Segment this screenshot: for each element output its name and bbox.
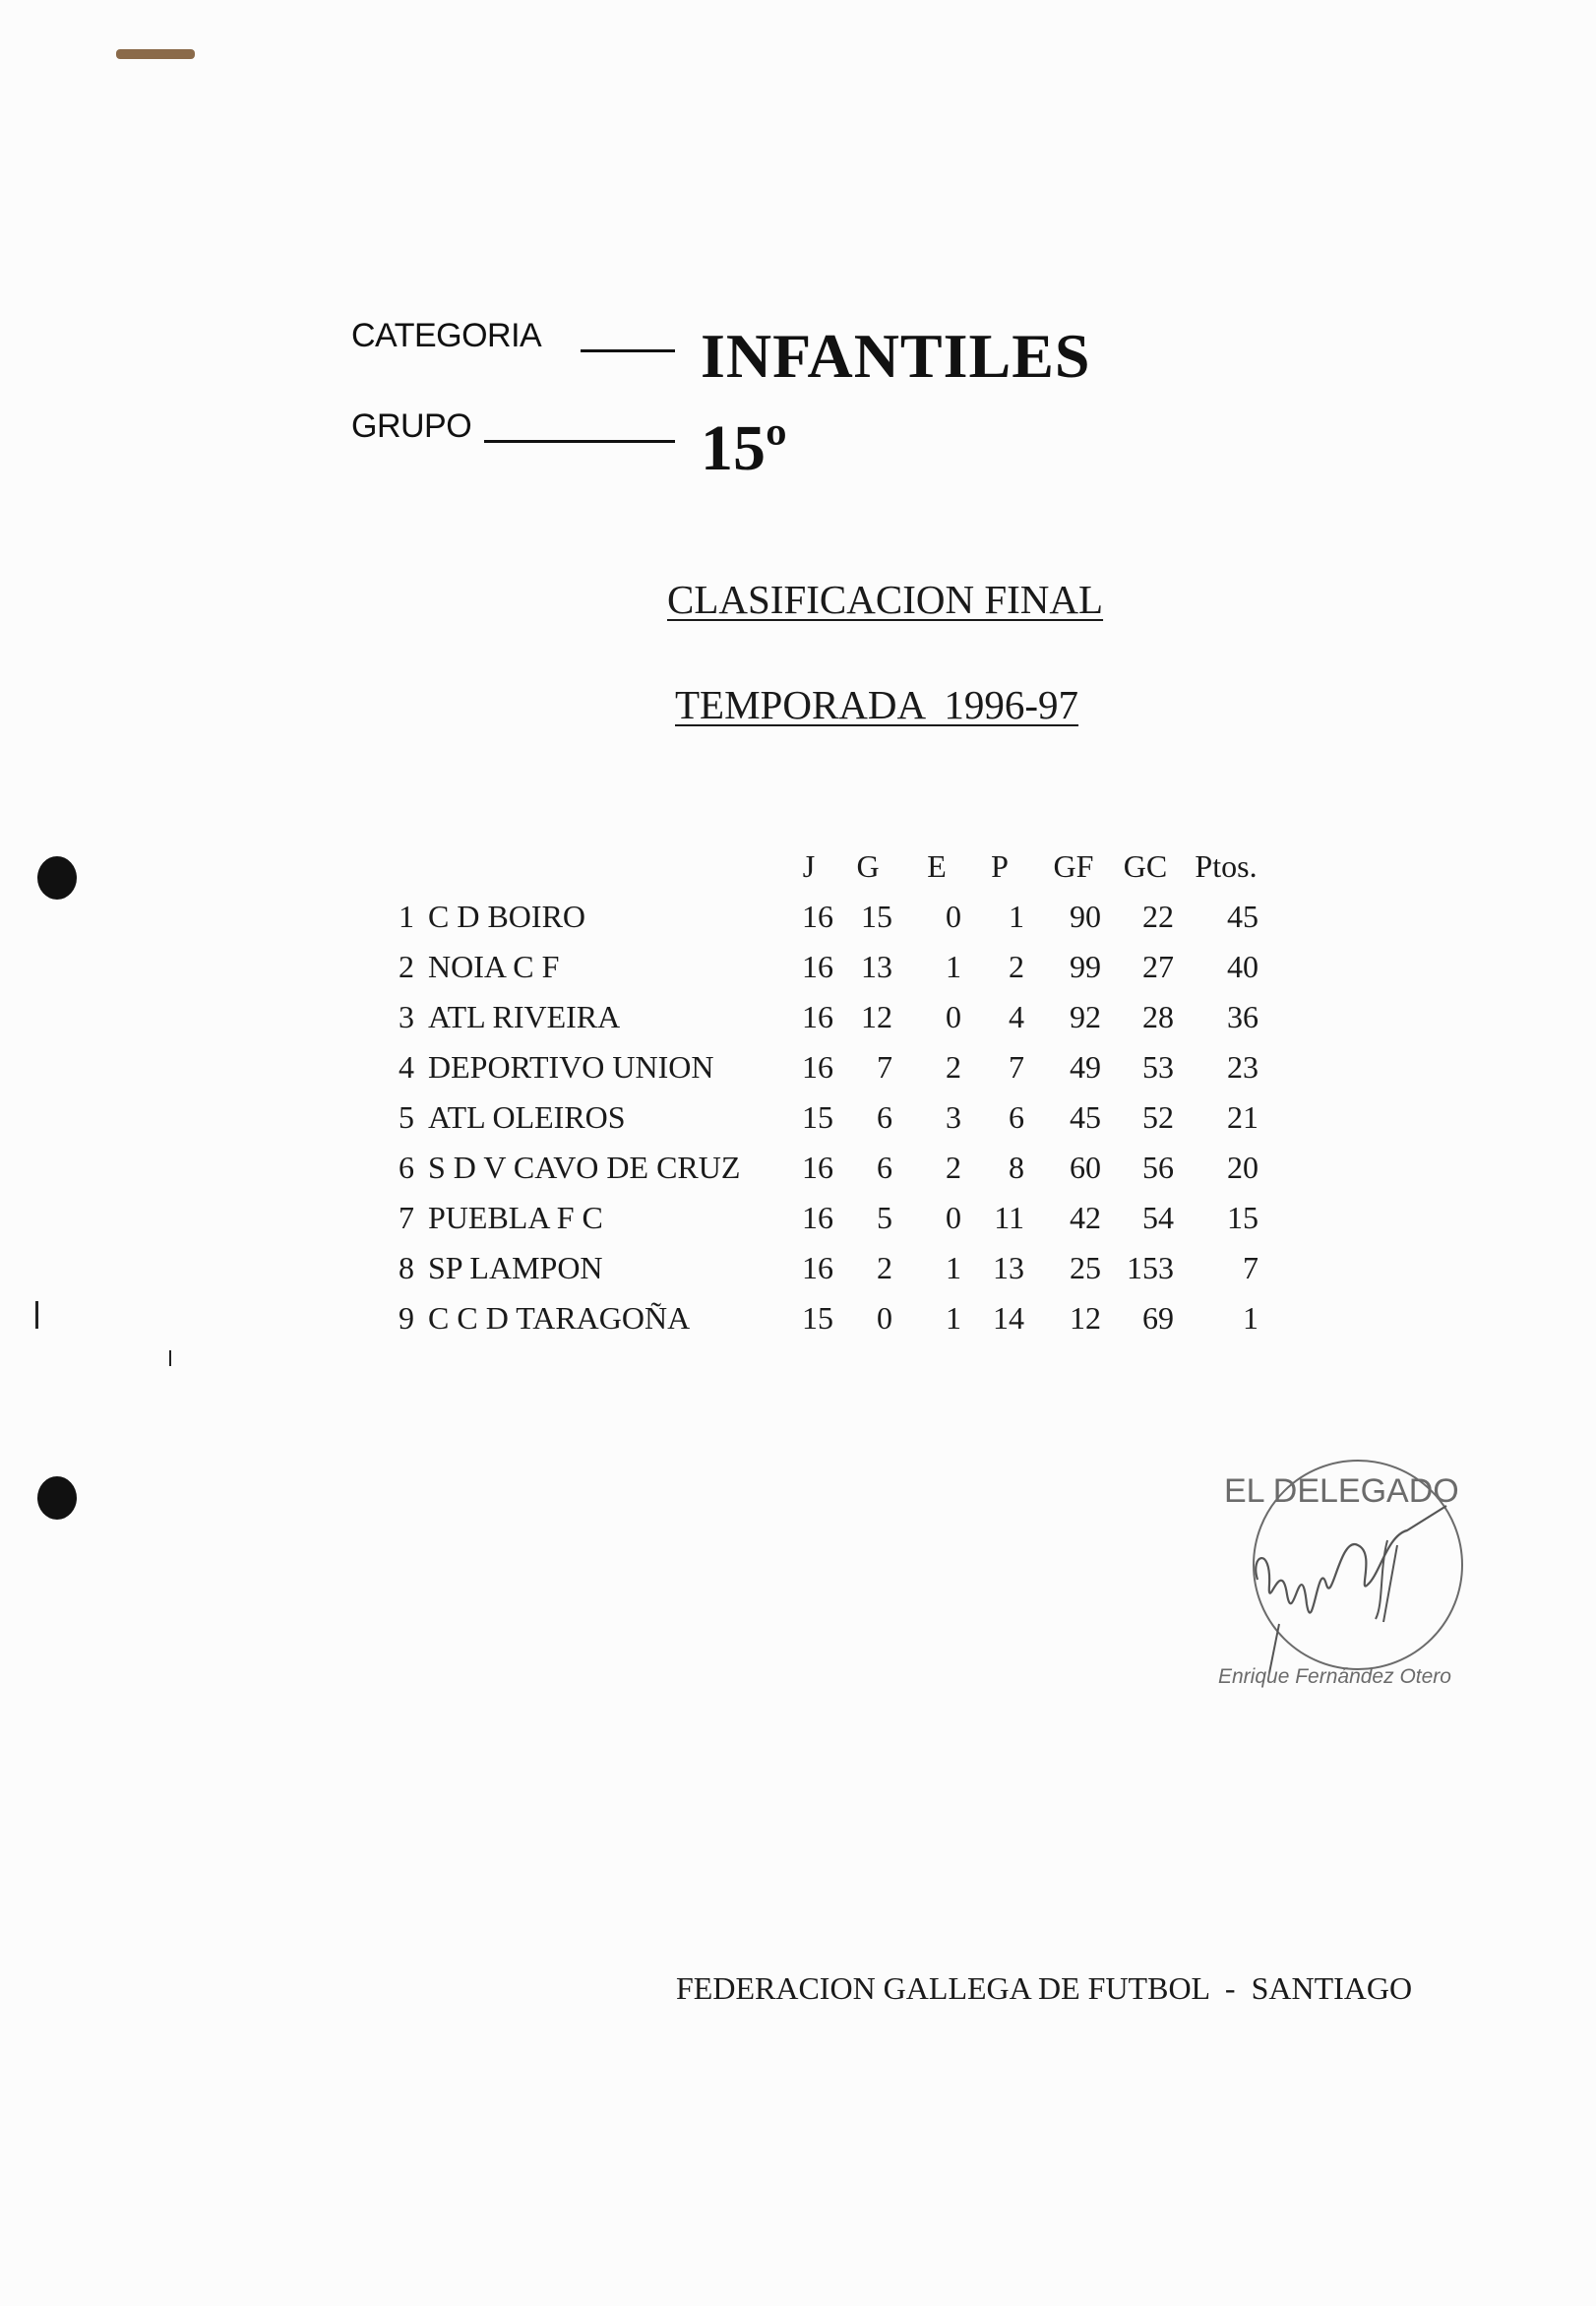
drawn: 1 <box>946 1300 961 1336</box>
drawn: 1 <box>946 1250 961 1285</box>
lost: 1 <box>1009 899 1024 934</box>
punch-hole-top <box>37 856 77 900</box>
drawn: 0 <box>946 999 961 1034</box>
points: 40 <box>1227 949 1258 984</box>
lost: 14 <box>993 1300 1024 1336</box>
points: 20 <box>1227 1150 1258 1185</box>
lost: 6 <box>1009 1099 1024 1135</box>
drawn: 2 <box>946 1150 961 1185</box>
team-name: C D BOIRO <box>428 899 586 934</box>
goals-for: 49 <box>1070 1049 1101 1085</box>
delegate-name: Enrique Fernández Otero <box>1218 1665 1451 1688</box>
grupo-value: 15º <box>701 412 787 484</box>
won: 5 <box>877 1200 892 1235</box>
scan-mark <box>116 49 195 59</box>
scan-mark <box>169 1350 171 1366</box>
classification-title: CLASIFICACION FINAL <box>667 577 1104 622</box>
lost: 13 <box>993 1250 1024 1285</box>
delegate-stamp <box>1210 1437 1496 1732</box>
position: 1 <box>399 899 414 934</box>
position: 2 <box>399 949 414 984</box>
played: 15 <box>802 1099 833 1135</box>
position: 6 <box>399 1150 414 1185</box>
grupo-underline <box>484 440 675 443</box>
season-title: TEMPORADA 1996-97 <box>675 682 1079 727</box>
drawn: 2 <box>946 1049 961 1085</box>
won: 0 <box>877 1300 892 1336</box>
position: 9 <box>399 1300 414 1336</box>
categoria-label: CATEGORIA <box>351 317 542 354</box>
won: 6 <box>877 1150 892 1185</box>
signature-stroke <box>1256 1506 1446 1613</box>
goals-for: 45 <box>1070 1099 1101 1135</box>
drawn: 1 <box>946 949 961 984</box>
goals-for: 25 <box>1070 1250 1101 1285</box>
won: 15 <box>861 899 892 934</box>
position: 3 <box>399 999 414 1034</box>
played: 16 <box>802 1150 833 1185</box>
categoria-underline <box>581 349 675 352</box>
goals-against: 27 <box>1142 949 1174 984</box>
played: 16 <box>802 1250 833 1285</box>
goals-for: 42 <box>1070 1200 1101 1235</box>
punch-hole-bottom <box>37 1476 77 1520</box>
team-name: NOIA C F <box>428 949 560 984</box>
played: 16 <box>802 949 833 984</box>
goals-against: 22 <box>1142 899 1174 934</box>
signature-stroke <box>1269 1540 1397 1673</box>
column-header: J <box>802 848 816 884</box>
position: 8 <box>399 1250 414 1285</box>
column-header: Ptos. <box>1195 848 1258 884</box>
column-header: P <box>991 848 1009 884</box>
goals-against: 54 <box>1142 1200 1174 1235</box>
goals-against: 153 <box>1127 1250 1174 1285</box>
goals-against: 56 <box>1142 1150 1174 1185</box>
won: 12 <box>861 999 892 1034</box>
played: 16 <box>802 1200 833 1235</box>
lost: 2 <box>1009 949 1024 984</box>
lost: 7 <box>1009 1049 1024 1085</box>
column-header: G <box>856 848 880 884</box>
goals-for: 90 <box>1070 899 1101 934</box>
position: 7 <box>399 1200 414 1235</box>
points: 21 <box>1227 1099 1258 1135</box>
lost: 4 <box>1009 999 1024 1034</box>
team-name: C C D TARAGOÑA <box>428 1300 691 1336</box>
played: 16 <box>802 999 833 1034</box>
lost: 11 <box>994 1200 1024 1235</box>
team-name: DEPORTIVO UNION <box>428 1049 714 1085</box>
grupo-label: GRUPO <box>351 407 472 445</box>
team-name: ATL OLEIROS <box>428 1099 626 1135</box>
scan-mark <box>35 1301 38 1329</box>
points: 1 <box>1243 1300 1258 1336</box>
goals-for: 12 <box>1070 1300 1101 1336</box>
points: 15 <box>1227 1200 1258 1235</box>
categoria-value: INFANTILES <box>701 321 1091 391</box>
points: 7 <box>1243 1250 1258 1285</box>
played: 16 <box>802 899 833 934</box>
column-header: GC <box>1123 848 1168 884</box>
position: 4 <box>399 1049 414 1085</box>
stamp-title: EL DELEGADO <box>1224 1472 1459 1510</box>
column-header: GF <box>1053 848 1094 884</box>
won: 2 <box>877 1250 892 1285</box>
team-name: PUEBLA F C <box>428 1200 603 1235</box>
points: 45 <box>1227 899 1258 934</box>
goals-against: 53 <box>1142 1049 1174 1085</box>
goals-against: 52 <box>1142 1099 1174 1135</box>
won: 7 <box>877 1049 892 1085</box>
goals-for: 60 <box>1070 1150 1101 1185</box>
goals-for: 99 <box>1070 949 1101 984</box>
points: 23 <box>1227 1049 1258 1085</box>
goals-against: 69 <box>1142 1300 1174 1336</box>
position: 5 <box>399 1099 414 1135</box>
drawn: 0 <box>946 1200 961 1235</box>
team-name: ATL RIVEIRA <box>428 999 621 1034</box>
won: 13 <box>861 949 892 984</box>
goals-for: 92 <box>1070 999 1101 1034</box>
drawn: 3 <box>946 1099 961 1135</box>
team-name: SP LAMPON <box>428 1250 603 1285</box>
drawn: 0 <box>946 899 961 934</box>
footer-federation: FEDERACION GALLEGA DE FUTBOL - SANTIAGO <box>676 1970 1413 2006</box>
won: 6 <box>877 1099 892 1135</box>
points: 36 <box>1227 999 1258 1034</box>
played: 15 <box>802 1300 833 1336</box>
column-header: E <box>927 848 947 884</box>
played: 16 <box>802 1049 833 1085</box>
lost: 8 <box>1009 1150 1024 1185</box>
goals-against: 28 <box>1142 999 1174 1034</box>
team-name: S D V CAVO DE CRUZ <box>428 1150 741 1185</box>
